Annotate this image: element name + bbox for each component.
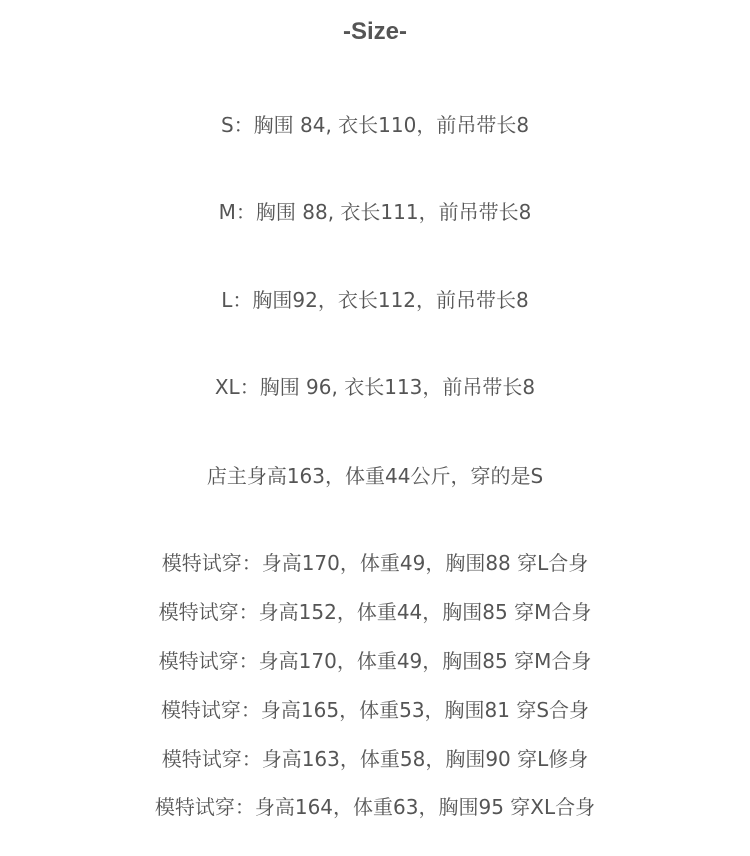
- model-fit-note: 模特试穿：身高152，体重44，胸围85 穿M合身: [158, 600, 592, 624]
- size-l-spec: L：胸围92，衣长112，前吊带长8: [221, 288, 529, 312]
- size-s-spec: S：胸围 84, 衣长110，前吊带长8: [220, 113, 530, 137]
- size-title: -Size-: [342, 18, 407, 45]
- owner-fit-note: 店主身高163，体重44公斤，穿的是S: [206, 464, 544, 488]
- size-m-spec: M：胸围 88, 衣长111，前吊带长8: [218, 200, 532, 224]
- size-xl-spec: XL：胸围 96, 衣长113，前吊带长8: [214, 375, 536, 399]
- model-fit-note: 模特试穿：身高165，体重53，胸围81 穿S合身: [160, 698, 590, 722]
- model-fit-note: 模特试穿：身高163，体重58，胸围90 穿L修身: [161, 747, 589, 771]
- model-fit-note: 模特试穿：身高170，体重49，胸围85 穿M合身: [158, 649, 592, 673]
- model-fit-note: 模特试穿：身高170，体重49，胸围88 穿L合身: [161, 551, 589, 575]
- model-fit-note: 模特试穿：身高164，体重63，胸围95 穿XL合身: [154, 795, 596, 819]
